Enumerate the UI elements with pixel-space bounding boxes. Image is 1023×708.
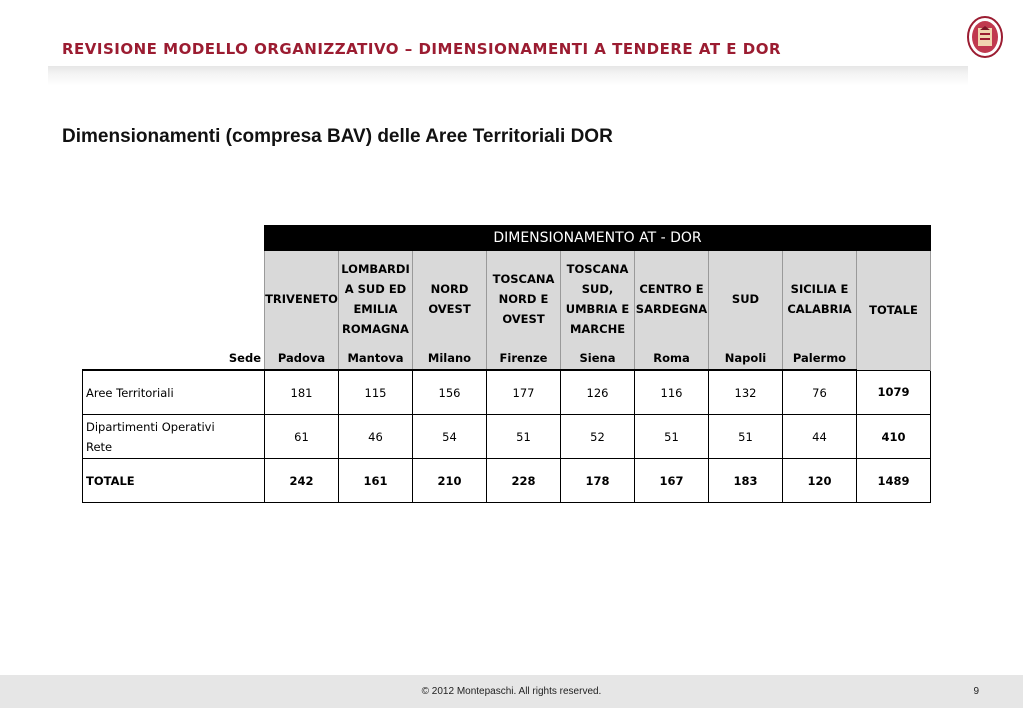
cell-text-line: OVEST: [428, 302, 471, 316]
sede-city: Mantova: [339, 347, 413, 370]
value-cell: 167: [635, 459, 709, 503]
cell-text-line: TOSCANA: [566, 262, 629, 276]
mps-seal-logo: [967, 16, 1003, 58]
value-cell: 46: [339, 415, 413, 459]
sede-label: Sede: [83, 347, 265, 370]
cell-text-line: TOSCANA: [492, 272, 555, 286]
value-cell: 242: [265, 459, 339, 503]
cell-text-line: MARCHE: [569, 322, 626, 336]
value-cell: 181: [265, 370, 339, 415]
column-header: [709, 251, 783, 348]
column-header: [339, 251, 413, 348]
table-header-row: [83, 251, 931, 348]
table-row: [83, 415, 931, 459]
value-cell: 156: [413, 370, 487, 415]
column-header: [413, 251, 487, 348]
value-cell: 51: [635, 415, 709, 459]
table-corner-blank: [83, 226, 265, 251]
cell-text-line: EMILIA: [353, 302, 398, 316]
total-column-header: TOTALE: [857, 251, 931, 371]
value-cell: 177: [487, 370, 561, 415]
table-banner: DIMENSIONAMENTO AT - DOR: [265, 226, 931, 251]
value-cell: 116: [635, 370, 709, 415]
footer-copyright: © 2012 Montepaschi. All rights reserved.: [421, 686, 602, 697]
cell-text-line: TOTALE: [86, 473, 135, 488]
row-label: [83, 459, 265, 503]
table-total-row: [83, 459, 931, 503]
page-header-title: REVISIONE MODELLO ORGANIZZATIVO – DIMENSIONAMENTI A TENDERE AT E DOR: [62, 40, 782, 58]
column-header: [561, 251, 635, 348]
value-cell: 51: [709, 415, 783, 459]
value-cell: 132: [709, 370, 783, 415]
value-cell: 76: [783, 370, 857, 415]
value-cell: 161: [339, 459, 413, 503]
sede-city: Roma: [635, 347, 709, 370]
cell-text-line: ROMAGNA: [342, 322, 409, 336]
table-banner-row: [83, 226, 931, 251]
cell-text-line: SUD,: [581, 282, 614, 296]
slide-subtitle: Dimensionamenti (compresa BAV) delle Aree Territoriali DOR: [62, 126, 613, 147]
cell-text-line: CENTRO E: [639, 282, 704, 296]
value-cell: 228: [487, 459, 561, 503]
cell-text-line: NORD: [430, 282, 469, 296]
cell-text-line: NORD E: [498, 292, 549, 306]
column-header: [635, 251, 709, 348]
row-total-cell: 1489: [857, 459, 931, 503]
value-cell: 115: [339, 370, 413, 415]
value-cell: 210: [413, 459, 487, 503]
table-row: [83, 370, 931, 415]
value-cell: 44: [783, 415, 857, 459]
column-header: [487, 251, 561, 348]
value-cell: 51: [487, 415, 561, 459]
cell-text-line: OVEST: [502, 312, 545, 326]
row-label: [83, 415, 265, 459]
cell-text-line: A SUD ED: [344, 282, 407, 296]
cell-text-line: LOMBARDI: [341, 262, 410, 276]
value-cell: 54: [413, 415, 487, 459]
cell-text-line: SARDEGNA: [635, 302, 708, 316]
sede-city: Napoli: [709, 347, 783, 370]
row-total-cell: 1079: [857, 370, 931, 415]
sede-city: Firenze: [487, 347, 561, 370]
value-cell: 126: [561, 370, 635, 415]
cell-text-line: Aree Territoriali: [86, 385, 174, 400]
value-cell: 120: [783, 459, 857, 503]
cell-text-line: UMBRIA E: [565, 302, 630, 316]
sede-city: Milano: [413, 347, 487, 370]
column-header: [783, 251, 857, 348]
logo-cell: [83, 251, 265, 348]
cell-text-line: TRIVENETO: [265, 292, 338, 306]
sede-city: Palermo: [783, 347, 857, 370]
sede-city: Padova: [265, 347, 339, 370]
cell-text-line: SUD: [731, 292, 760, 306]
value-cell: 61: [265, 415, 339, 459]
cell-text-line: CALABRIA: [787, 302, 852, 316]
cell-text-line: Rete: [86, 439, 113, 454]
footer-bar: [0, 675, 1023, 708]
value-cell: 183: [709, 459, 783, 503]
column-header: [265, 251, 339, 348]
row-label: [83, 370, 265, 415]
sede-city: Siena: [561, 347, 635, 370]
dimensionamento-table: [82, 225, 931, 503]
row-total-cell: 410: [857, 415, 931, 459]
cell-text-line: Dipartimenti Operativi: [86, 419, 215, 434]
value-cell: 178: [561, 459, 635, 503]
page-number: 9: [973, 686, 979, 697]
cell-text-line: SICILIA E: [790, 282, 849, 296]
sede-row: [83, 347, 931, 370]
header-divider: [48, 66, 968, 86]
value-cell: 52: [561, 415, 635, 459]
